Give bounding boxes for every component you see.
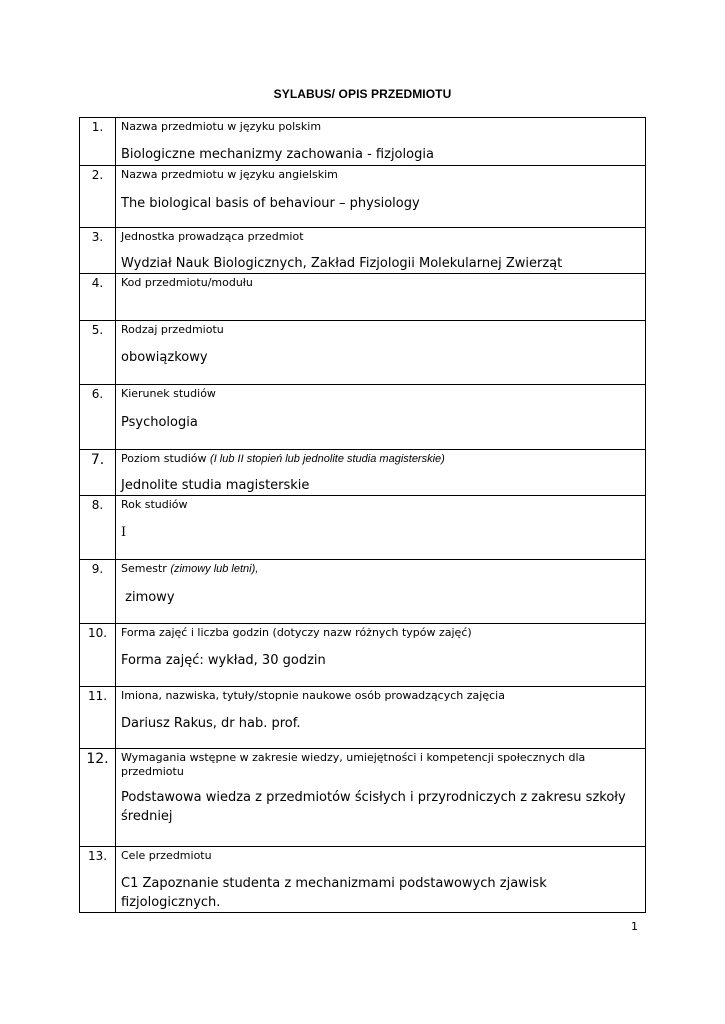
field-label-hint: (zimowy lub letni), [170,563,259,575]
page-number: 1 [631,920,638,933]
row-content [116,624,646,687]
field-value: Wydział Nauk Biologicznych, Zakład Fizjologii Molekularnej Zwierząt [121,256,563,271]
field-value: zimowy [121,590,175,605]
row-number: 13. [80,847,116,913]
field-label: Rok studiów [121,498,188,511]
field-value: The biological basis of behaviour – physiology [121,196,420,211]
table-row [80,450,646,496]
field-label: Cele przedmiotu [121,849,212,862]
table-row [80,687,646,749]
row-content [116,687,646,749]
syllabus-table [79,117,646,913]
row-number: 6. [80,385,116,450]
field-value: Jednolite studia magisterskie [121,478,310,493]
row-number: 10. [80,624,116,687]
row-number: 8. [80,496,116,560]
row-number: 4. [80,274,116,321]
row-content [116,560,646,624]
field-label-text: Poziom studiów [121,452,207,465]
row-content [116,450,646,496]
table-row [80,496,646,560]
field-value: I [121,525,127,540]
field-label: Kierunek studiów [121,387,216,400]
table-row [80,228,646,274]
row-number: 9. [80,560,116,624]
field-label: Forma zajęć i liczba godzin (dotyczy nazw różnych typów zajęć) [121,626,472,639]
field-value: C1 Zapoznanie studenta z mechanizmami podstawowych zjawisk fizjologicznych. [121,876,547,910]
field-label: Imiona, nazwiska, tytuły/stopnie naukowe osób prowadzących zajęcia [121,689,505,702]
field-label: Rodzaj przedmiotu [121,323,224,336]
field-label [121,452,641,466]
table-row [80,624,646,687]
field-value: Dariusz Rakus, dr hab. prof. [121,716,301,731]
row-content [116,118,646,166]
row-number: 12. [80,749,116,847]
table-row [80,847,646,913]
table-row [80,166,646,228]
field-label: Nazwa przedmiotu w języku polskim [121,120,322,133]
field-label: Jednostka prowadząca przedmiot [121,230,304,243]
field-value: obowiązkowy [121,350,208,365]
row-content [116,166,646,228]
field-value: Forma zajęć: wykład, 30 godzin [121,653,326,668]
row-content [116,321,646,385]
table-row [80,385,646,450]
field-value: Biologiczne mechanizmy zachowania - fizjologia [121,147,434,162]
document-title: SYLABUS/ OPIS PRZEDMIOTU [273,87,452,101]
table-row [80,274,646,321]
row-number: 7. [80,450,116,496]
row-number: 1. [80,118,116,166]
row-content [116,749,646,847]
field-label: Nazwa przedmiotu w języku angielskim [121,168,338,181]
row-number: 3. [80,228,116,274]
field-value: Podstawowa wiedza z przedmiotów ścisłych i przyrodniczych z zakresu szkoły średniej [121,790,626,824]
field-label-text: Semestr [121,562,167,575]
row-number: 2. [80,166,116,228]
field-value: Psychologia [121,415,198,430]
table-row [80,749,646,847]
field-label: Wymagania wstępne w zakresie wiedzy, umiejętności i kompetencji społecznych dla przedmiotu [121,751,586,778]
row-content [116,274,646,321]
row-content [116,228,646,274]
table-row [80,118,646,166]
field-label: Kod przedmiotu/modułu [121,276,253,289]
row-number: 11. [80,687,116,749]
row-content [116,496,646,560]
field-label [121,562,641,576]
field-label-hint: (I lub II stopień lub jednolite studia magisterskie) [210,453,445,465]
row-number: 5. [80,321,116,385]
table-row [80,560,646,624]
row-content [116,847,646,913]
table-row [80,321,646,385]
row-content [116,385,646,450]
